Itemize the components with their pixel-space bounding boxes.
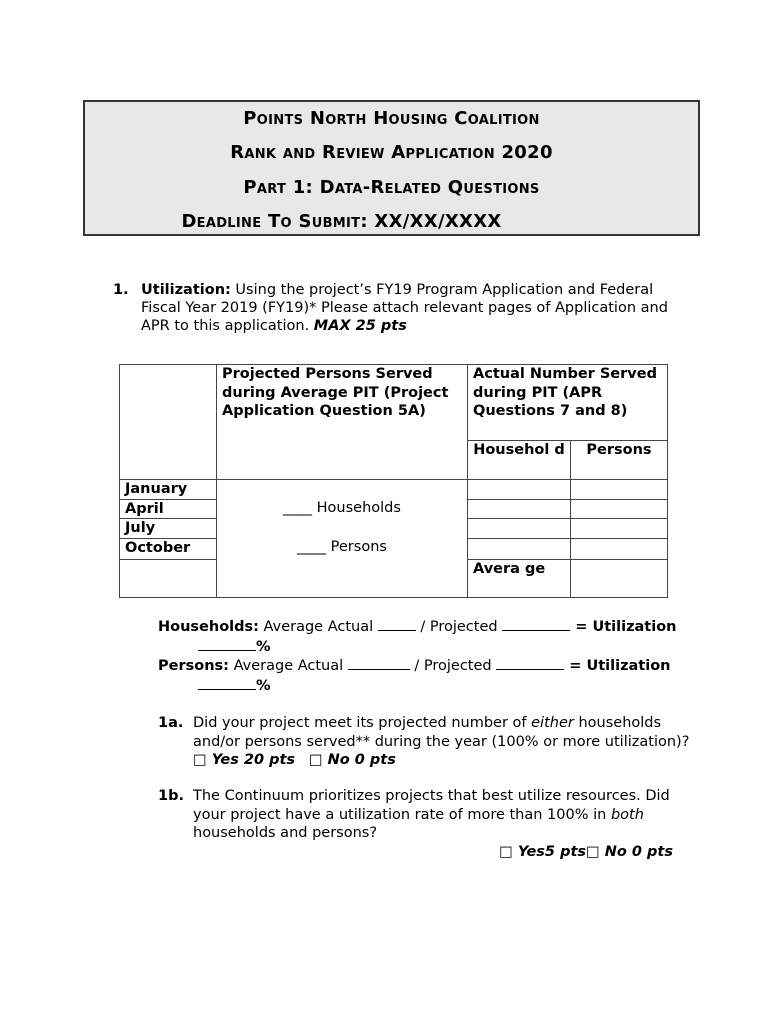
april-households-cell[interactable] [468,499,571,519]
month-july: July [120,519,217,539]
persons-calc: Persons: Average Actual / Projected = Utilization % [158,658,671,694]
persons-utilization-blank[interactable] [198,676,256,690]
january-households-cell[interactable] [468,480,571,500]
question-1a-text: Did your project meet its projected number of either households and/or persons served** during the year (100% or more utilization)? □ Yes 20 pts □ No 0 pts [193,715,690,768]
persons-header: Persons [571,441,668,480]
persons-actual-blank[interactable] [348,656,410,670]
org-title: Points North Housing Coalition [243,108,540,129]
question-1b-options[interactable]: □ Yes5 pts□ No 0 pts [499,843,673,860]
october-persons-cell[interactable] [571,538,668,559]
projected-values-cell[interactable] [217,480,468,598]
question-1a-no-option[interactable]: □ No 0 pts [308,752,396,768]
households-utilization-blank[interactable] [198,637,256,651]
households-calc: Households: Average Actual / Projected = Utilization % [158,619,677,655]
question-1-number: 1. [113,282,129,298]
households-calc-label: Households: [158,619,259,635]
projected-persons: ____ Persons [297,538,387,555]
month-october: October [120,538,217,559]
april-persons-cell[interactable] [571,499,668,519]
projected-header: Projected Persons Served during Average PIT (Project Application Question 5A) [217,365,468,480]
month-april: April [120,499,217,519]
projected-households: ____ Households [283,500,401,516]
persons-calc-label: Persons: [158,658,229,674]
households-actual-blank[interactable] [378,617,416,631]
header-box [83,100,700,236]
question-1b-text: The Continuum prioritizes projects that best utilize resources. Did your project have a utilization rate of more than 100% in both households and persons? □ Yes5 pts□ No 0 pts [193,787,693,861]
household-header: Househol d [468,441,571,480]
question-1-points: MAX 25 pts [313,318,407,334]
july-households-cell[interactable] [468,519,571,539]
deadline: Deadline To Submit: XX/XX/XXXX [181,211,502,232]
actual-header: Actual Number Served during PIT (APR Questions 7 and 8) [468,365,668,441]
average-persons-cell[interactable] [571,559,668,597]
question-1a-label: 1a. [158,715,184,731]
month-january: January [120,480,217,500]
january-persons-cell[interactable] [571,480,668,500]
question-1-title: Utilization: [141,282,231,298]
question-1-body [141,281,681,335]
question-1b-label: 1b. [158,788,184,804]
households-projected-blank[interactable] [502,617,570,631]
average-row-blank [120,559,217,597]
application-title: Rank and Review Application 2020 [230,142,553,163]
average-label: Avera ge [468,559,571,597]
question-1-text: Using the project’s FY19 Program Application and Federal Fiscal Year 2019 (FY19)* Please attach relevant pages of Application and APR to this application. [141,282,668,334]
persons-projected-blank[interactable] [496,656,564,670]
utilization-table [119,364,668,598]
july-persons-cell[interactable] [571,519,668,539]
part-title: Part 1: Data-Related Questions [243,177,540,198]
table-corner-cell [120,365,217,480]
question-1a-yes-option[interactable]: □ Yes 20 pts [193,752,296,768]
october-households-cell[interactable] [468,538,571,559]
